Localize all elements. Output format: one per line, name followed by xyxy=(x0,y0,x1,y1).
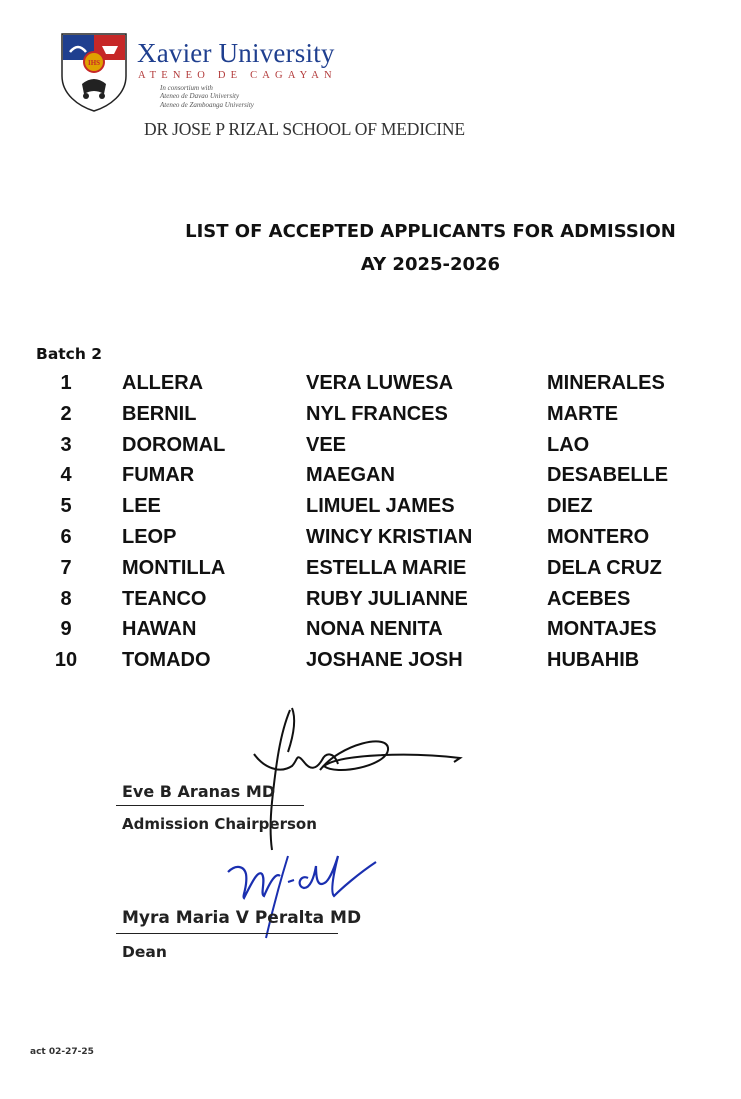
applicant-last-name: ALLERA xyxy=(122,372,204,394)
applicant-last-name: BERNIL xyxy=(122,402,197,425)
applicant-number: 9 xyxy=(60,618,72,641)
document-reference: act 02-27-25 xyxy=(30,1047,94,1057)
academic-year: AY 2025-2026 xyxy=(360,254,501,275)
batch-label: Batch 2 xyxy=(36,345,103,363)
list-item xyxy=(0,588,741,619)
list-item xyxy=(0,434,741,465)
applicant-number: 6 xyxy=(60,525,72,548)
university-subtitle: ATENEO DE CAGAYAN xyxy=(138,70,337,81)
applicant-number: 2 xyxy=(60,402,72,425)
applicant-middle-name: DELA CRUZ xyxy=(547,556,662,579)
applicant-number: 7 xyxy=(60,556,72,579)
applicant-first-name: ESTELLA MARIE xyxy=(306,556,467,579)
applicant-last-name: LEE xyxy=(122,495,161,518)
applicant-middle-name: MONTERO xyxy=(547,525,650,548)
chairperson-name: Eve B Aranas MD xyxy=(122,782,276,801)
letterhead xyxy=(60,30,500,140)
consortium-line: Ateneo de Zamboanga University xyxy=(160,100,254,109)
list-item xyxy=(0,403,741,434)
applicant-last-name: MONTILLA xyxy=(122,556,226,579)
applicant-last-name: TEANCO xyxy=(122,587,207,610)
list-item xyxy=(0,526,741,557)
university-name: Xavier University xyxy=(137,38,335,68)
applicant-first-name: VEE xyxy=(306,433,347,456)
list-item xyxy=(0,372,741,403)
list-item xyxy=(0,618,741,649)
applicant-first-name: JOSHANE JOSH xyxy=(306,649,463,672)
consortium-note xyxy=(160,84,254,109)
applicant-middle-name: ACEBES xyxy=(547,587,631,610)
applicant-middle-name: DESABELLE xyxy=(547,464,669,487)
applicant-first-name: RUBY JULIANNE xyxy=(306,587,468,610)
applicant-number: 4 xyxy=(60,464,72,487)
applicant-last-name: TOMADO xyxy=(122,649,211,672)
dean-name: Myra Maria V Peralta MD xyxy=(122,908,362,928)
school-name: DR JOSE P RIZAL SCHOOL OF MEDICINE xyxy=(144,119,465,139)
applicant-middle-name: MONTAJES xyxy=(547,618,657,641)
university-crest-icon xyxy=(60,32,128,112)
chairperson-title: Admission Chairperson xyxy=(122,815,317,833)
applicant-last-name: FUMAR xyxy=(122,464,195,487)
dean-title: Dean xyxy=(122,943,167,961)
document-title: LIST OF ACCEPTED APPLICANTS FOR ADMISSION xyxy=(185,221,676,242)
applicant-number: 8 xyxy=(60,587,72,610)
applicant-number: 10 xyxy=(54,649,78,672)
consortium-line: In consortium with xyxy=(160,84,213,92)
applicant-number: 5 xyxy=(60,495,72,518)
list-item xyxy=(0,495,741,526)
applicant-last-name: LEOP xyxy=(122,525,177,548)
applicant-first-name: LIMUEL JAMES xyxy=(306,495,455,518)
applicant-middle-name: MINERALES xyxy=(547,372,665,394)
signature-line xyxy=(116,805,304,806)
signature-line xyxy=(116,933,338,934)
dean-signature-icon xyxy=(222,852,382,942)
applicant-number: 1 xyxy=(60,372,72,394)
applicant-first-name: NYL FRANCES xyxy=(306,402,448,425)
applicant-first-name: WINCY KRISTIAN xyxy=(306,525,473,548)
applicant-number: 3 xyxy=(60,433,72,456)
consortium-line: Ateneo de Davao University xyxy=(160,92,240,101)
applicant-first-name: VERA LUWESA xyxy=(306,372,454,394)
applicant-last-name: DOROMAL xyxy=(122,433,226,456)
applicant-first-name: MAEGAN xyxy=(306,464,395,487)
svg-text:IHS: IHS xyxy=(87,59,101,67)
applicant-first-name: NONA NENITA xyxy=(306,618,443,641)
applicant-middle-name: MARTE xyxy=(547,402,619,425)
applicant-middle-name: DIEZ xyxy=(547,495,593,518)
list-item xyxy=(0,557,741,588)
applicant-middle-name: HUBAHIB xyxy=(547,649,640,672)
applicant-last-name: HAWAN xyxy=(122,618,197,641)
applicant-middle-name: LAO xyxy=(547,433,590,456)
applicant-list xyxy=(0,372,741,680)
list-item xyxy=(0,464,741,495)
list-item xyxy=(0,649,741,680)
